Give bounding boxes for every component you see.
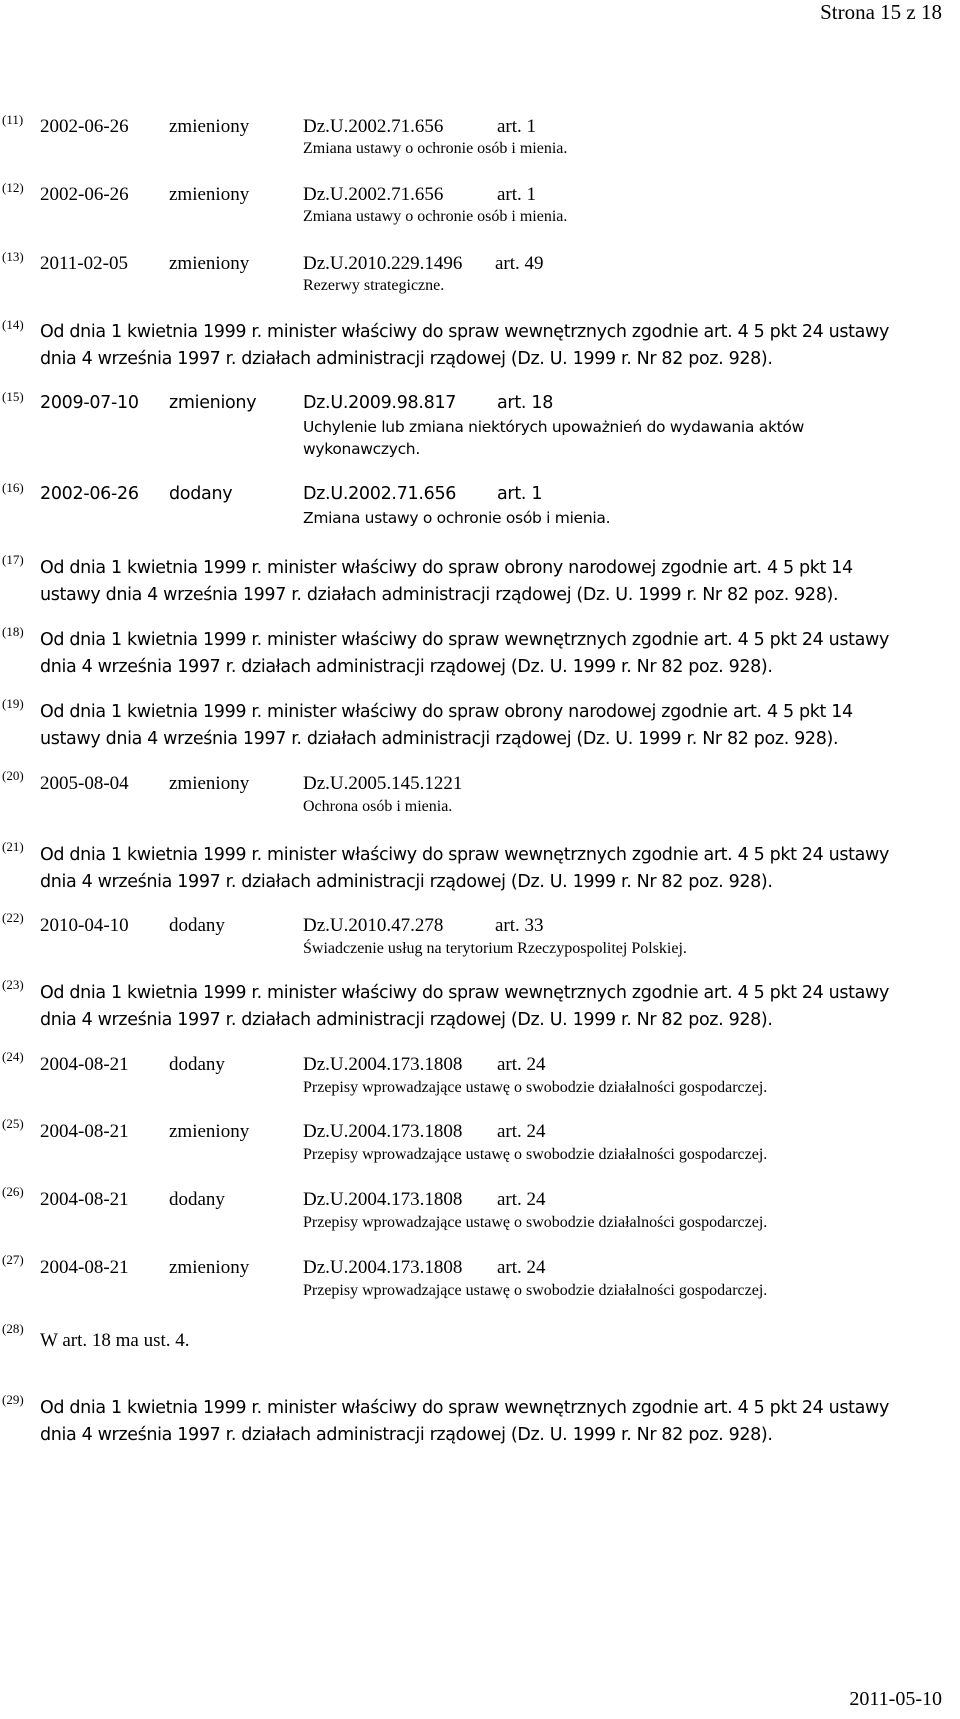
note-date: 2004-08-21 — [40, 1257, 129, 1278]
note-kind: zmieniony — [169, 116, 250, 137]
note-art: art. 1 — [497, 116, 537, 137]
footnote-number: (24) — [2, 1049, 24, 1064]
note-desc: wykonawczych. — [303, 440, 420, 458]
footnote-number: (18) — [2, 624, 24, 639]
page-number: Strona 15 z 18 — [820, 0, 942, 24]
note-date: 2004-08-21 — [40, 1189, 129, 1210]
note-ref: Dz.U.2004.173.1808 — [303, 1257, 463, 1278]
footnote-number: (25) — [2, 1116, 24, 1131]
note-line: Od dnia 1 kwietnia 1999 r. minister właściwy do spraw wewnętrznych zgodnie art. 4 5 pkt 24 ustawy — [40, 983, 890, 1003]
note-ref: Dz.U.2002.71.656 — [303, 116, 444, 137]
footnote-number: (27) — [2, 1252, 24, 1267]
note-desc: Zmiana ustawy o ochronie osób i mienia. — [303, 140, 568, 157]
footnote-number: (19) — [2, 696, 24, 711]
note-line: ustawy dnia 4 września 1997 r. działach administracji rządowej (Dz. U. 1999 r. Nr 82 poz. 928). — [40, 585, 839, 605]
note-art: art. 24 — [497, 1189, 546, 1210]
note-date: 2002-06-26 — [40, 116, 129, 137]
note-date: 2002-06-26 — [40, 184, 129, 205]
footnote-number: (26) — [2, 1184, 24, 1199]
note-line: Od dnia 1 kwietnia 1999 r. minister właściwy do spraw obrony narodowej zgodnie art. 4 5 pkt 14 — [40, 702, 853, 722]
note-kind: zmieniony — [169, 393, 257, 413]
note-date: 2004-08-21 — [40, 1054, 129, 1075]
note-art: art. 49 — [495, 253, 544, 274]
footnote-number: (16) — [2, 480, 24, 495]
footer-date: 2011-05-10 — [849, 1688, 942, 1710]
note-line: dnia 4 września 1997 r. działach administracji rządowej (Dz. U. 1999 r. Nr 82 poz. 928). — [40, 349, 773, 369]
note-kind: dodany — [169, 915, 225, 936]
footnote-number: (29) — [2, 1392, 24, 1407]
note-desc: Ochrona osób i mienia. — [303, 798, 453, 815]
note-line: Od dnia 1 kwietnia 1999 r. minister właściwy do spraw wewnętrznych zgodnie art. 4 5 pkt 24 ustawy — [40, 630, 890, 650]
footnote-number: (15) — [2, 389, 24, 404]
note-line: Od dnia 1 kwietnia 1999 r. minister właściwy do spraw obrony narodowej zgodnie art. 4 5 pkt 14 — [40, 558, 853, 578]
note-ref: Dz.U.2004.173.1808 — [303, 1121, 463, 1142]
note-kind: zmieniony — [169, 773, 250, 794]
footnote-number: (28) — [2, 1321, 24, 1336]
note-kind: dodany — [169, 1189, 225, 1210]
note-line: ustawy dnia 4 września 1997 r. działach administracji rządowej (Dz. U. 1999 r. Nr 82 poz. 928). — [40, 729, 839, 749]
note-desc: Zmiana ustawy o ochronie osób i mienia. — [303, 208, 568, 225]
note-kind: zmieniony — [169, 1121, 250, 1142]
note-desc: Rezerwy strategiczne. — [303, 277, 445, 294]
note-date: 2002-06-26 — [40, 484, 139, 504]
note-line: dnia 4 września 1997 r. działach administracji rządowej (Dz. U. 1999 r. Nr 82 poz. 928). — [40, 872, 773, 892]
note-ref: Dz.U.2002.71.656 — [303, 484, 457, 504]
footnote-number: (22) — [2, 910, 24, 925]
note-art: art. 24 — [497, 1257, 546, 1278]
note-art: art. 18 — [497, 393, 554, 413]
note-desc: Przepisy wprowadzające ustawę o swobodzie działalności gospodarczej. — [303, 1079, 768, 1096]
note-line: Od dnia 1 kwietnia 1999 r. minister właściwy do spraw wewnętrznych zgodnie art. 4 5 pkt 24 ustawy — [40, 1398, 890, 1418]
footnote-number: (23) — [2, 977, 24, 992]
note-kind: zmieniony — [169, 253, 250, 274]
footnote-number: (14) — [2, 317, 24, 332]
note-line: Od dnia 1 kwietnia 1999 r. minister właściwy do spraw wewnętrznych zgodnie art. 4 5 pkt 24 ustawy — [40, 845, 890, 865]
note-date: 2011-02-05 — [40, 253, 128, 274]
note-ref: Dz.U.2009.98.817 — [303, 393, 457, 413]
note-art: art. 24 — [497, 1121, 546, 1142]
note-line: W art. 18 ma ust. 4. — [40, 1330, 190, 1351]
footnote-number: (20) — [2, 768, 24, 783]
note-art: art. 33 — [495, 915, 544, 936]
note-ref: Dz.U.2010.47.278 — [303, 915, 444, 936]
note-desc: Świadczenie usług na terytorium Rzeczypospolitej Polskiej. — [303, 940, 687, 957]
note-date: 2009-07-10 — [40, 393, 139, 413]
note-kind: dodany — [169, 1054, 225, 1075]
footnote-number: (17) — [2, 552, 24, 567]
note-art: art. 24 — [497, 1054, 546, 1075]
note-kind: zmieniony — [169, 1257, 250, 1278]
note-line: dnia 4 września 1997 r. działach administracji rządowej (Dz. U. 1999 r. Nr 82 poz. 928). — [40, 657, 773, 677]
note-desc: Uchylenie lub zmiana niektórych upoważnień do wydawania aktów — [303, 418, 804, 436]
footnote-number: (11) — [2, 112, 24, 127]
note-art: art. 1 — [497, 184, 537, 205]
note-desc: Przepisy wprowadzające ustawę o swobodzie działalności gospodarczej. — [303, 1146, 768, 1163]
note-date: 2004-08-21 — [40, 1121, 129, 1142]
note-desc: Przepisy wprowadzające ustawę o swobodzie działalności gospodarczej. — [303, 1214, 768, 1231]
note-ref: Dz.U.2004.173.1808 — [303, 1189, 463, 1210]
note-line: dnia 4 września 1997 r. działach administracji rządowej (Dz. U. 1999 r. Nr 82 poz. 928). — [40, 1010, 773, 1030]
note-date: 2005-08-04 — [40, 773, 129, 794]
note-ref: Dz.U.2002.71.656 — [303, 184, 444, 205]
note-line: dnia 4 września 1997 r. działach administracji rządowej (Dz. U. 1999 r. Nr 82 poz. 928). — [40, 1425, 773, 1445]
footnote-number: (12) — [2, 180, 24, 195]
footnote-number: (21) — [2, 839, 24, 854]
note-ref: Dz.U.2004.173.1808 — [303, 1054, 463, 1075]
note-desc: Przepisy wprowadzające ustawę o swobodzie działalności gospodarczej. — [303, 1282, 768, 1299]
note-date: 2010-04-10 — [40, 915, 129, 936]
note-line: Od dnia 1 kwietnia 1999 r. minister właściwy do spraw wewnętrznych zgodnie art. 4 5 pkt 24 ustawy — [40, 322, 890, 342]
note-ref: Dz.U.2005.145.1221 — [303, 773, 463, 794]
note-kind: zmieniony — [169, 184, 250, 205]
note-ref: Dz.U.2010.229.1496 — [303, 253, 463, 274]
footnote-number: (13) — [2, 249, 24, 264]
note-desc: Zmiana ustawy o ochronie osób i mienia. — [303, 509, 611, 527]
note-kind: dodany — [169, 484, 233, 504]
note-art: art. 1 — [497, 484, 543, 504]
